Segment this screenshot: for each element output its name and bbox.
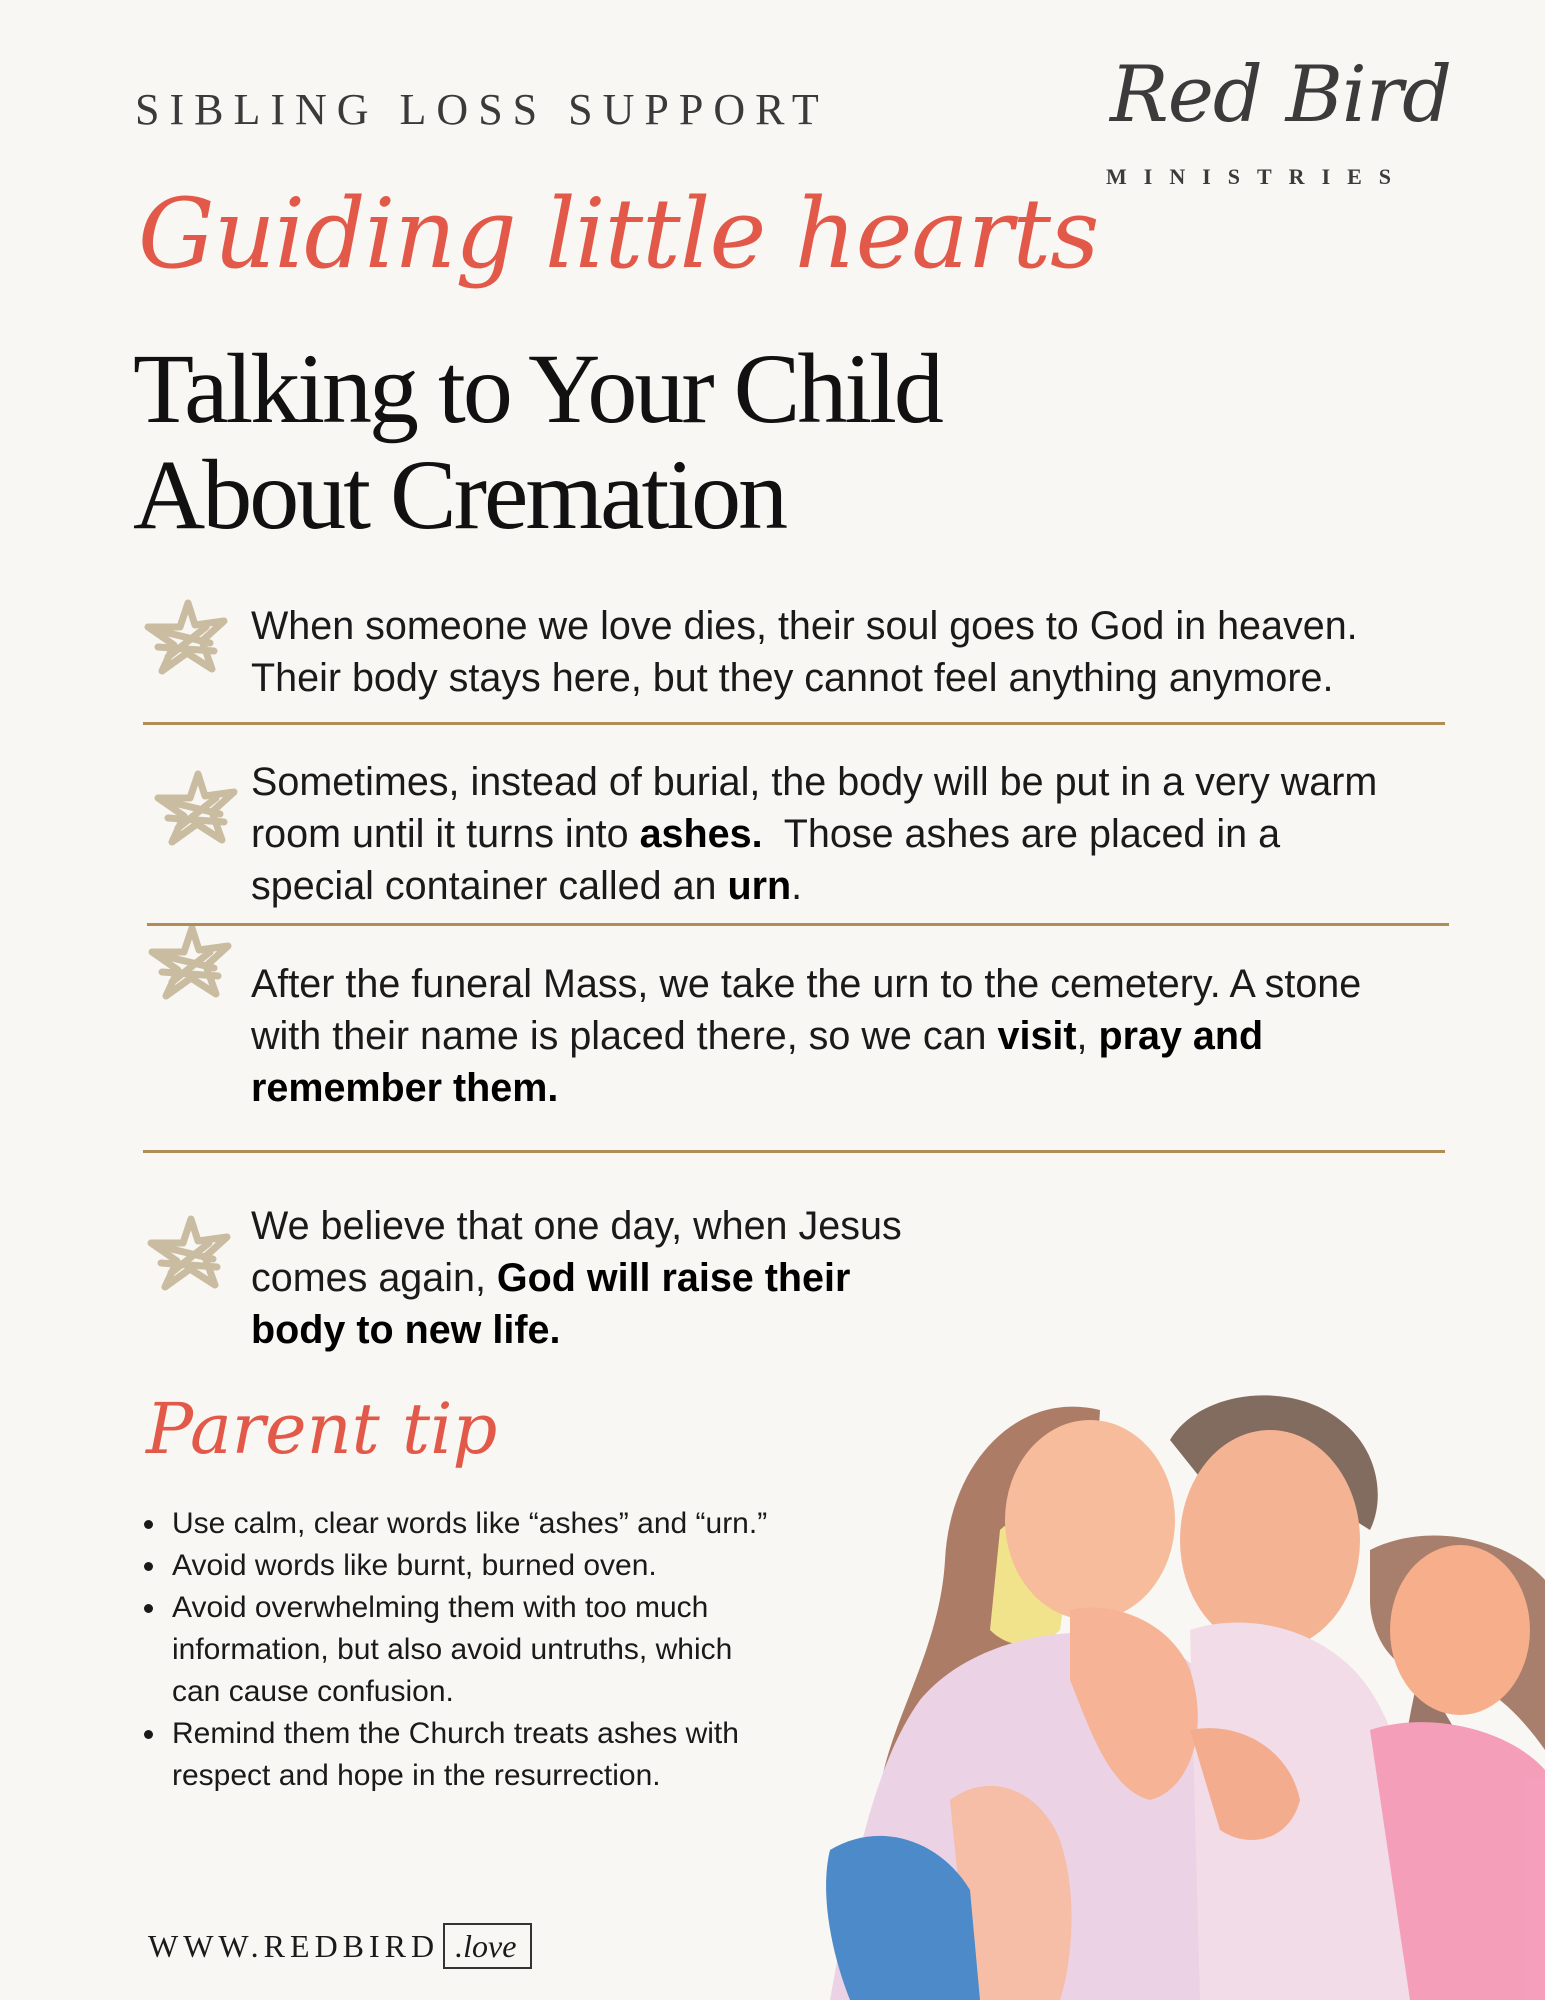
item-text: , xyxy=(1076,1014,1099,1058)
explanation-item-soul xyxy=(251,600,1461,704)
item-text: with their name is placed there, so we can xyxy=(251,1014,998,1058)
item-text: Sometimes, instead of burial, the body will be put in a very warm xyxy=(251,760,1378,804)
item-text: . xyxy=(791,864,803,908)
divider xyxy=(143,1150,1445,1153)
item-emphasis: visit xyxy=(997,1014,1077,1058)
item-text: room until it turns into xyxy=(251,812,640,856)
script-title: Guiding little hearts xyxy=(138,178,1099,290)
item-emphasis: God will raise their xyxy=(496,1256,851,1300)
star-scribble-icon xyxy=(150,768,240,848)
watercolor-family-illustration xyxy=(770,1370,1545,2000)
website-url[interactable]: WWW.REDBIRD xyxy=(148,1927,440,1964)
list-item: • Avoid overwhelming them with too much information, but also avoid untruths, which can cause confusion. xyxy=(168,1587,768,1713)
item-text: special container called an xyxy=(251,864,728,908)
list-item: • Avoid words like burnt, burned oven. xyxy=(168,1545,768,1587)
item-text: Their body stays here, but they cannot feel anything anymore. xyxy=(251,656,1334,700)
star-scribble-icon xyxy=(143,1213,233,1293)
star-scribble-icon xyxy=(144,922,234,1002)
parent-tip-title: Parent tip xyxy=(146,1388,498,1470)
star-scribble-icon xyxy=(140,597,230,677)
logo-wordmark: Red Bird xyxy=(1110,50,1452,140)
item-emphasis: pray and xyxy=(1098,1014,1264,1058)
parent-tip-list xyxy=(130,1503,768,1797)
divider xyxy=(147,923,1449,926)
item-text: Those ashes are placed in a xyxy=(762,812,1281,856)
item-text: After the funeral Mass, we take the urn to the cemetery. A stone xyxy=(251,962,1362,1006)
list-item: • Remind them the Church treats ashes with respect and hope in the resurrection. xyxy=(168,1713,768,1797)
item-text: We believe that one day, when Jesus xyxy=(251,1204,902,1248)
eyebrow-label: SIBLING LOSS SUPPORT xyxy=(135,85,829,134)
website-tld-box[interactable]: .love xyxy=(443,1923,532,1969)
red-bird-ministries-logo xyxy=(1090,40,1470,200)
logo-subtitle: MINISTRIES xyxy=(1106,164,1409,189)
item-emphasis: remember them. xyxy=(251,1066,559,1110)
page-title-line2: About Cremation xyxy=(133,439,786,550)
item-text: When someone we love dies, their soul goes to God in heaven. xyxy=(251,604,1358,648)
explanation-item-resurrection xyxy=(251,1200,951,1356)
page-title-line1: Talking to Your Child xyxy=(133,333,941,444)
explanation-item-ashes xyxy=(251,756,1461,912)
explanation-item-cemetery xyxy=(251,958,1461,1114)
divider xyxy=(143,722,1445,725)
item-emphasis: urn xyxy=(727,864,792,908)
page-title xyxy=(133,333,941,550)
website-footer[interactable] xyxy=(148,1922,532,1970)
item-text: comes again, xyxy=(251,1256,497,1300)
item-emphasis: body to new life. xyxy=(251,1308,561,1352)
list-item: • Use calm, clear words like “ashes” and “urn.” xyxy=(168,1503,768,1545)
item-emphasis: ashes. xyxy=(639,812,763,856)
